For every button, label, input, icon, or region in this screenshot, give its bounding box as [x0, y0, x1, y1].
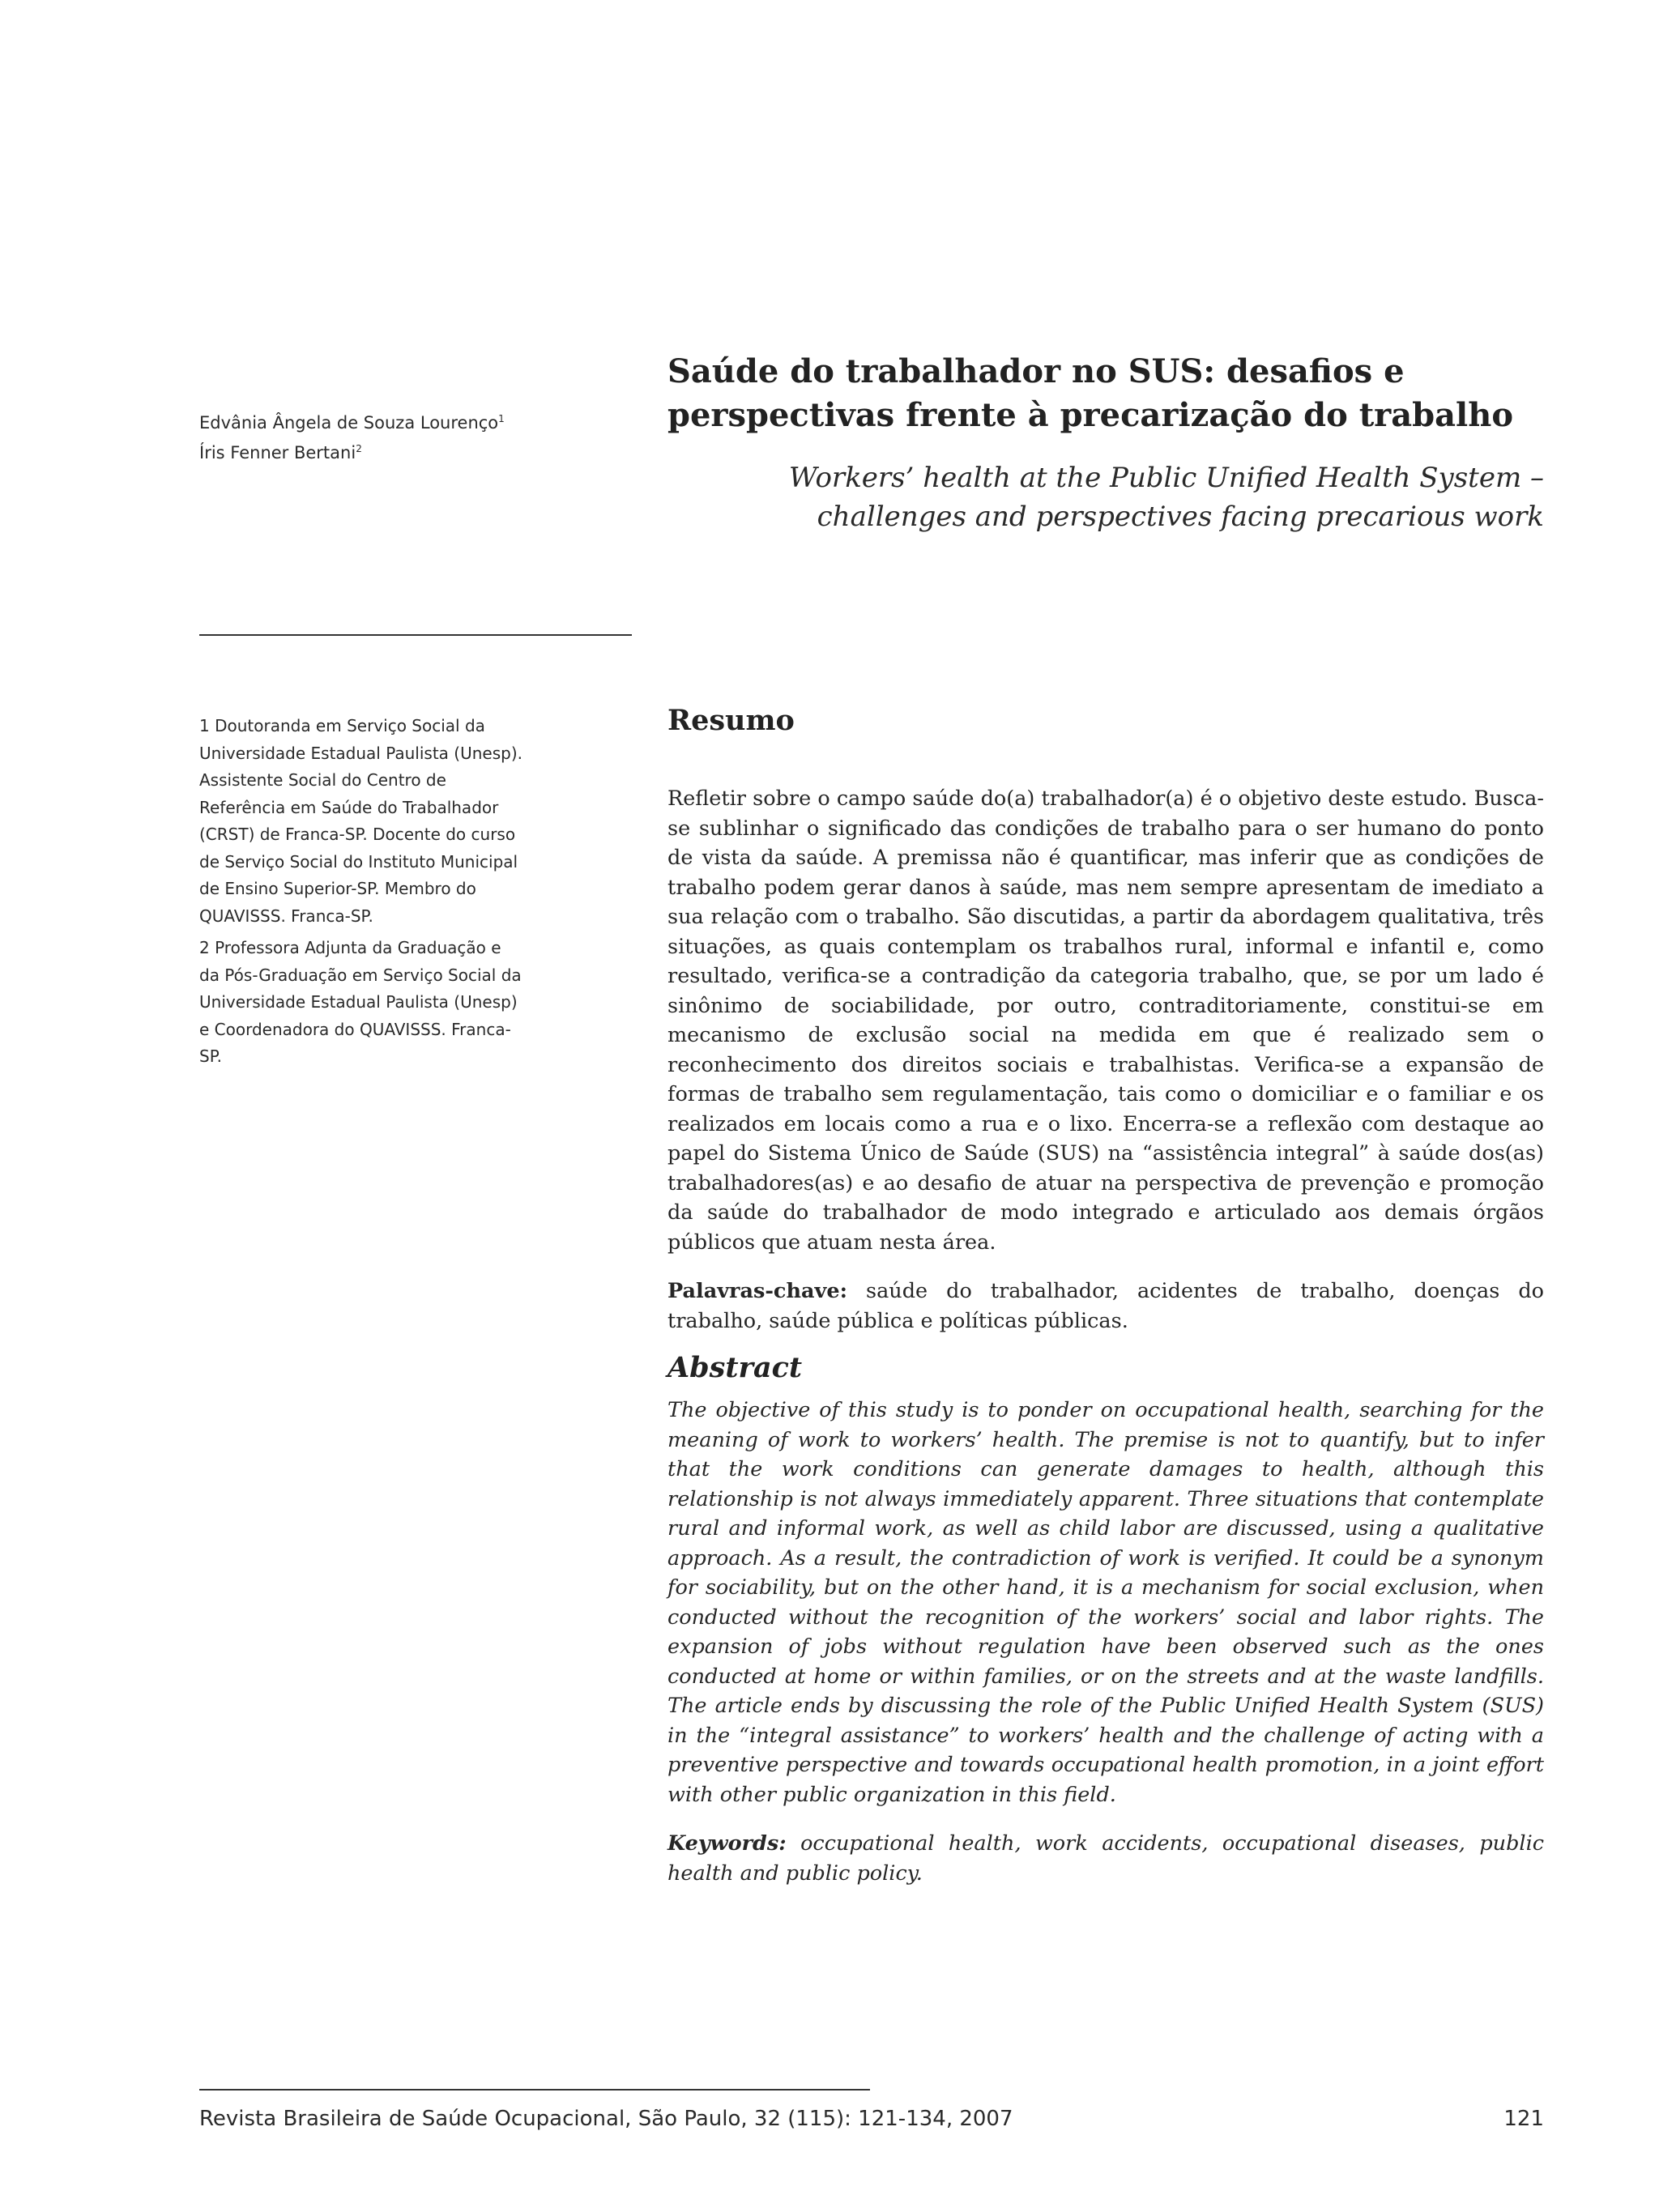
palavras-chave-label: Palavras-chave:: [667, 1279, 847, 1303]
author-2: Íris Fenner Bertani$^2$: [199, 443, 362, 462]
author-list: [199, 408, 621, 468]
palavras-chave-list: saúde do trabalhador, acidentes de trabalho, doenças do trabalho, saúde pública e políticas públicas.: [667, 1279, 1545, 1333]
page-number: 121: [1503, 2107, 1544, 2131]
author-1: Edvânia Ângela de Souza Lourenço$^1$: [199, 413, 505, 433]
resumo-text: Refletir sobre o campo saúde do(a) trabalhador(a) é o objetivo deste estudo. Busca-se sublinhar o significado das condições de trabalho para o ser humano do ponto de vista da saúde. A premissa não é quantificar, mas inferir que as condições de trabalho podem gerar danos à saúde, mas nem sempre apresentam de imediato a sua relação com o trabalho. São discutidas, a partir da abordagem qualitativa, três situações, as quais contemplam os trabalhos rural, informal e infantil e, como resultado, verifica-se a contradição da categoria trabalho, que, se por um lado é sinônimo de sociabilidade, por outro, contraditoriamente, constitui-se em mecanismo de exclusão social na medida em que é realizado sem o reconhecimento dos direitos sociais e trabalhistas. Verifica-se a expansão de formas de trabalho sem regulamentação, tais como o domiciliar e o familiar e os realizados em locais como a rua e o lixo. Encerra-se a reflexão com destaque ao papel do Sistema Único de Saúde (SUS) na “assistência integral” à saúde dos(as) trabalhadores(as) e ao desafio de atuar na perspectiva de prevenção e promoção da saúde do trabalhador de modo integrado e articulado aos demais órgãos públicos que atuam nesta área.: [667, 786, 1544, 1255]
palavras-chave: [667, 1276, 1544, 1336]
resumo-heading: Resumo: [667, 704, 795, 737]
article-title: Saúde do trabalhador no SUS: desafios e perspectivas frente à precarização do trabalho: [667, 352, 1514, 434]
abstract-heading: Abstract: [667, 1351, 803, 1384]
article-title-english: Workers’ health at the Public Unified Health System – challenges and perspectives facing precarious work: [788, 462, 1544, 533]
section-divider: [199, 634, 632, 636]
author-1-footnote-mark: 1: [498, 413, 505, 424]
footer-divider: [199, 2089, 870, 2091]
footnote-1: 1 Doutoranda em Serviço Social da Universidade Estadual Paulista (Unesp). Assistente Social do Centro de Referência em Saúde do Trabalhador (CRST) de Franca-SP. Docente do curso de Serviço Social do Instituto Municipal de Ensino Superior-SP. Membro do QUAVISSS. Franca-SP.: [199, 716, 522, 926]
keywords-label: Keywords:: [667, 1831, 787, 1856]
keywords: [667, 1829, 1544, 1888]
keywords-list: occupational health, work accidents, occupational diseases, public health and public policy.: [667, 1831, 1545, 1886]
journal-citation: Revista Brasileira de Saúde Ocupacional, São Paulo, 32 (115): 121-134, 2007: [199, 2107, 1013, 2131]
footnote-2: 2 Professora Adjunta da Graduação e da Pós-Graduação em Serviço Social da Universidade Estadual Paulista (Unesp) e Coordenadora do QUAVISSS. Franca-SP.: [199, 938, 522, 1066]
author-footnotes: [199, 713, 523, 1076]
abstract-text: The objective of this study is to ponder on occupational health, searching for the meaning of work to workers’ health. The premise is not to quantify, but to infer that the work conditions can generate damages to health, although this relationship is not always immediately apparent. Three situations that contemplate rural and informal work, as well as child labor are discussed, using a qualitative approach. As a result, the contradiction of work is verified. It could be a synonym for sociability, but on the other hand, it is a mechanism for social exclusion, when conducted without the recognition of the workers’ social and labor rights. The expansion of jobs without regulation have been observed such as the ones conducted at home or within families, or on the streets and at the waste landfills. The article ends by discussing the role of the Public Unified Health System (SUS) in the “integral assistance” to workers’ health and the challenge of acting with a preventive perspective and towards occupational health promotion, in a joint effort with other public organization in this field.: [667, 1398, 1544, 1807]
article-body: [667, 701, 1544, 1888]
author-2-footnote-mark: 2: [356, 443, 362, 454]
